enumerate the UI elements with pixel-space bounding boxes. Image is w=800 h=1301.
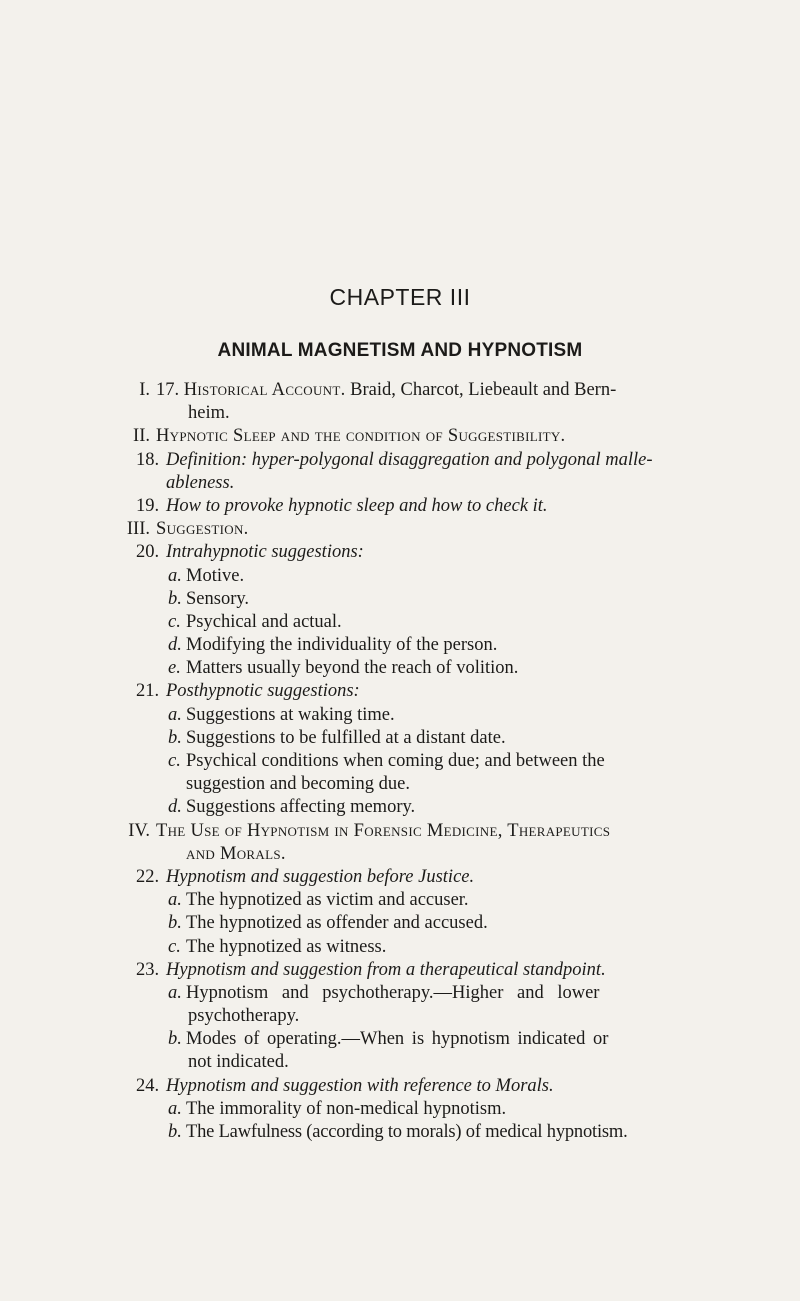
section-heading: Suggestion. (156, 519, 249, 540)
subitem-letter: c. (168, 751, 181, 771)
outline-line (0, 982, 800, 1005)
outline-line (0, 657, 800, 680)
outline-line (0, 402, 800, 425)
subitem-text: Hypnotism and psychotherapy.—Higher and lower (186, 982, 600, 1003)
outline-line (0, 843, 800, 866)
subitem-text-continued: suggestion and becoming due. (186, 774, 411, 795)
outline-line-i (0, 379, 800, 402)
outline-line (0, 565, 800, 588)
outline-line-iv (0, 820, 800, 843)
section-heading: The Use of Hypnotism in Forensic Medicine, Therapeutics (156, 820, 611, 841)
subitem-text-continued: not indicated. (188, 1052, 289, 1073)
subitem-letter: a. (168, 890, 182, 911)
subitem-text: The immorality of non-medical hypnotism. (186, 1098, 507, 1119)
chapter-title: CHAPTER III (329, 284, 471, 310)
section-number: II. (133, 426, 150, 447)
subitem-text: Modes of operating.—When is hypnotism indicated or (186, 1029, 609, 1050)
outline-line (0, 866, 800, 889)
subitem-letter: a. (168, 982, 182, 1003)
subitem-letter: a. (168, 1098, 182, 1119)
subitem-text: The hypnotized as offender and accused. (186, 913, 488, 934)
outline-line (0, 959, 800, 982)
outline-line (0, 936, 800, 959)
outline-line (0, 704, 800, 727)
subitem-text: Suggestions at waking time. (186, 704, 395, 725)
item-text: Hypnotism and suggestion from a therapeutical standpoint. (166, 959, 606, 980)
section-heading: Hypnotic Sleep and the condition of Suggestibility. (156, 426, 566, 447)
subitem-letter: b. (168, 588, 182, 609)
outline-line (0, 680, 800, 703)
item-text: Posthypnotic suggestions: (166, 681, 360, 702)
subitem-letter: b. (168, 1122, 182, 1142)
subitem-text: Psychical and actual. (186, 611, 342, 632)
section-number: I. (139, 380, 150, 400)
subitem-text: Psychical conditions when coming due; and between the (186, 751, 605, 771)
subitem-letter: d. (168, 797, 182, 818)
subitem-text: Modifying the individuality of the person. (186, 635, 498, 656)
outline-line-ii (0, 425, 800, 448)
outline-line (0, 1005, 800, 1028)
outline-line (0, 1028, 800, 1051)
item-text: Braid, Charcot, Liebeault and Bern- (350, 380, 617, 400)
section-number: IV. (128, 820, 150, 841)
outline-line (0, 912, 800, 935)
chapter-subtitle: ANIMAL MAGNETISM AND HYPNOTISM (217, 340, 583, 361)
subitem-letter: c. (168, 936, 181, 957)
subitem-letter: b. (168, 913, 182, 934)
outline-line (0, 1051, 800, 1074)
subitem-text: The hypnotized as victim and accuser. (186, 890, 469, 911)
item-number: 20. (136, 542, 160, 563)
outline-line (0, 541, 800, 564)
subitem-text: Motive. (186, 565, 245, 586)
item-number: 24. (136, 1075, 160, 1096)
subitem-text: The hypnotized as witness. (186, 936, 387, 957)
subitem-letter: d. (168, 635, 182, 656)
outline-line (0, 727, 800, 750)
outline-line (0, 449, 800, 472)
item-text: Definition: hyper-polygonal disaggregation and polygonal malle- (166, 449, 653, 470)
section-number: III. (126, 519, 150, 540)
subitem-letter: b. (168, 1029, 182, 1050)
subitem-text: Matters usually beyond the reach of volition. (186, 658, 519, 679)
item-number: 19. (136, 495, 160, 516)
subitem-letter: e. (168, 658, 181, 679)
subitem-text: Suggestions to be fulfilled at a distant date. (186, 727, 506, 748)
section-heading-continued: and Morals. (186, 843, 286, 864)
item-text-continued: heim. (188, 403, 230, 424)
item-number: 22. (136, 866, 160, 887)
item-text-continued: ableness. (166, 472, 235, 493)
outline-line (0, 750, 800, 773)
subitem-text: Sensory. (186, 588, 250, 609)
outline-line (0, 1098, 800, 1121)
chapter-outline (0, 379, 800, 1144)
outline-line (0, 889, 800, 912)
item-text: Hypnotism and suggestion with reference to Morals. (166, 1075, 554, 1096)
subitem-letter: a. (168, 704, 182, 725)
item-number: 17. (156, 380, 180, 400)
item-number: 18. (136, 449, 160, 470)
subitem-letter: c. (168, 611, 181, 632)
subitem-letter: b. (168, 727, 182, 748)
outline-line (0, 796, 800, 819)
subitem-text: Suggestions affecting memory. (186, 797, 416, 818)
outline-line (0, 611, 800, 634)
outline-line-iii (0, 518, 800, 541)
outline-line (0, 495, 800, 518)
outline-line (0, 773, 800, 796)
subitem-text-continued: psychotherapy. (188, 1006, 300, 1027)
outline-line (0, 472, 800, 495)
item-text: Intrahypnotic suggestions: (166, 542, 364, 563)
outline-line (0, 634, 800, 657)
subitem-letter: a. (168, 565, 182, 586)
outline-line (0, 1075, 800, 1098)
outline-line (0, 1121, 800, 1144)
item-number: 21. (136, 681, 160, 702)
section-heading: Historical Account. (183, 380, 346, 400)
subitem-text: The Lawfulness (according to morals) of medical hypnotism. (186, 1122, 628, 1142)
item-number: 23. (136, 959, 160, 980)
item-text: How to provoke hypnotic sleep and how to check it. (166, 495, 548, 516)
outline-line (0, 588, 800, 611)
item-text: Hypnotism and suggestion before Justice. (166, 866, 475, 887)
